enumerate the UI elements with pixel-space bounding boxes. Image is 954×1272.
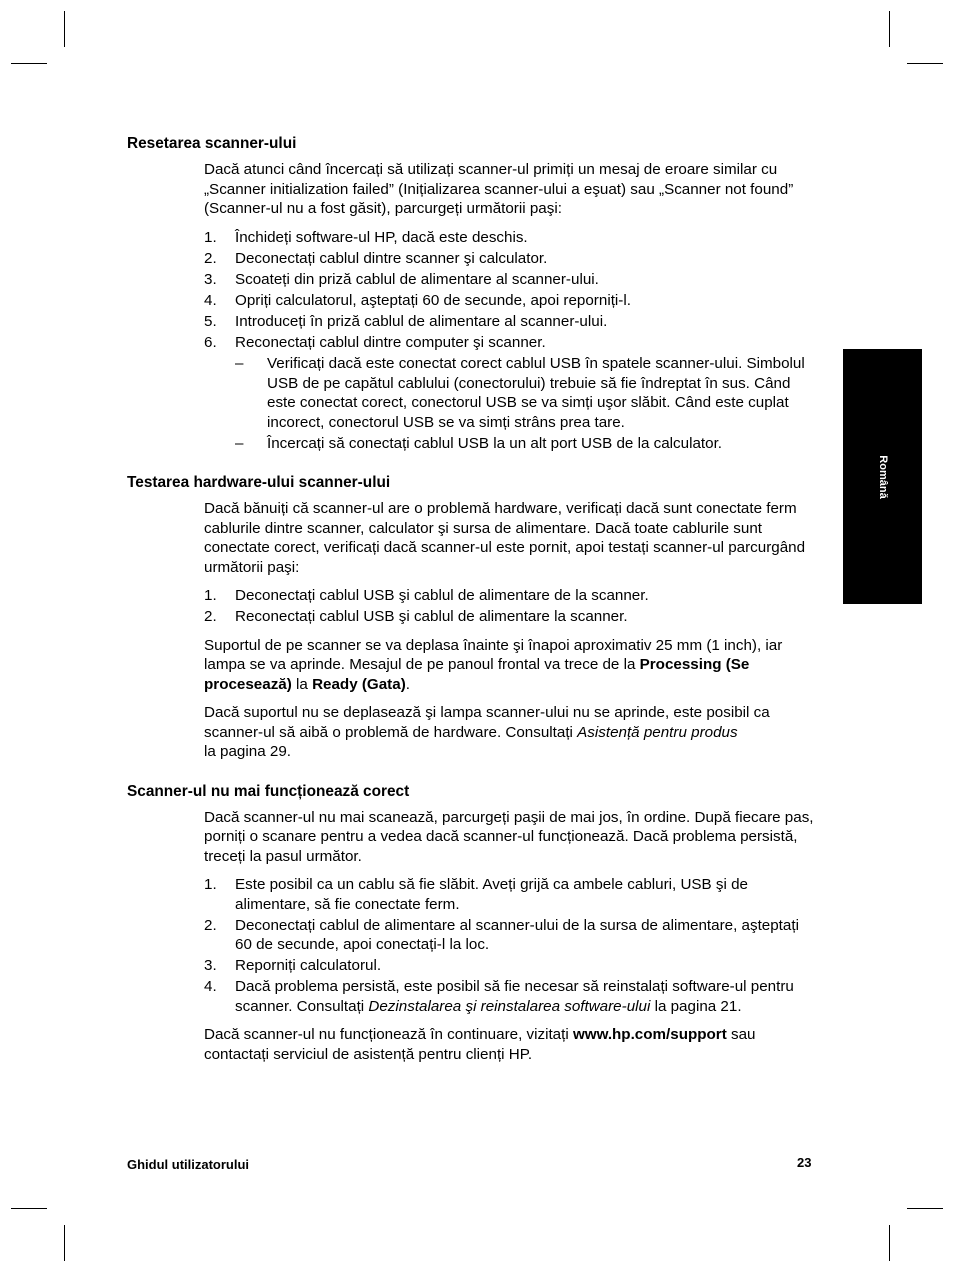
language-tab bbox=[843, 349, 922, 604]
cross-reference: Asistență pentru produs bbox=[577, 723, 738, 741]
paragraph: Dacă bănuiți că scanner-ul are o problemă hardware, verificați dacă sunt conectate ferm cablurile dintre scanner, calculator şi sursa de alimentare. Dacă toate cablurile sunt conectate corect, verificați dacă scanner-ul este pornit, apoi testați scanner-ul parcurgând următorii paşi: bbox=[204, 500, 806, 576]
list-item: 2. Reconectați cablul USB şi cablul de alimentare la scanner. bbox=[204, 608, 628, 625]
list-item: 4. Dacă problema persistă, este posibil să fie necesar să reinstalați software-ul pentru scanner. Consultați Dezinstalarea şi reinstalarea software-ului la pagina 21. bbox=[204, 978, 794, 1015]
list-item: 1. Este posibil ca un cablu să fie slăbit. Aveți grijă ca ambele cabluri, USB şi de alimentare, să fie conectate ferm. bbox=[204, 876, 748, 913]
section-scanner-not-working bbox=[127, 782, 827, 1065]
section-test-hardware bbox=[127, 473, 827, 762]
page-number: 23 bbox=[797, 1155, 812, 1170]
language-tab-label: Română bbox=[876, 454, 889, 499]
list-item: 3. Reporniți calculatorul. bbox=[204, 957, 382, 974]
cross-reference: Dezinstalarea şi reinstalarea software-ului bbox=[368, 997, 651, 1015]
crop-mark bbox=[64, 11, 65, 47]
crop-mark bbox=[889, 1225, 890, 1261]
list-item: – Verificați dacă este conectat corect cablul USB în spatele scanner-ului. Simbolul USB de pe capătul cablului (conectorului) trebuie să fie îndreptat în sus. Când este conectat corect, conectorul USB se va simți uşor slăbit. Când este cuplat incorect, conectorul USB se va simți strâns prea tare. bbox=[235, 355, 805, 431]
crop-mark bbox=[64, 1225, 65, 1261]
steps-list bbox=[127, 875, 827, 1016]
footer-title: Ghidul utilizatorului bbox=[127, 1157, 250, 1172]
paragraph: Dacă suportul nu se deplasează şi lampa scanner-ului nu se aprinde, este posibil ca scanner-ul să aibă o problemă de hardware. Consultați Asistență pentru produs la pagina 29. bbox=[204, 704, 770, 760]
paragraph: Dacă scanner-ul nu funcționează în continuare, vizitați www.hp.com/support sau contactați serviciul de asistență pentru clienți HP. bbox=[204, 1026, 756, 1063]
crop-mark bbox=[11, 1208, 47, 1209]
list-item: – Încercați să conectați cablul USB la un alt port USB de la calculator. bbox=[235, 434, 723, 452]
paragraph: Suportul de pe scanner se va deplasa înainte şi înapoi aproximativ 25 mm (1 inch), iar lampa se va aprinde. Mesajul de pe panoul frontal va trece de la Processing (Se procesează) la Ready (Gata). bbox=[204, 636, 783, 693]
support-url: www.hp.com/support bbox=[572, 1026, 727, 1043]
substeps-list bbox=[235, 354, 815, 453]
paragraph: Dacă atunci când încercați să utilizați scanner-ul primiți un mesaj de eroare similar cu „Scanner initialization failed” (Inițializarea scanner-ului a eşuat) sau „Scanner not found” (Scanner-ul nu a fost găsit), parcurgeți următorii paşi: bbox=[204, 161, 794, 217]
list-item: 1. Închideți software-ul HP, dacă este deschis. bbox=[204, 228, 528, 246]
page-content bbox=[127, 134, 827, 1084]
paragraph: Dacă scanner-ul nu mai scanează, parcurgeți paşii de mai jos, în ordine. După fiecare pas, porniți o scanare pentru a vedea dacă scanner-ul funcționează. Dacă problema persistă, treceți la pasul următor. bbox=[204, 808, 814, 865]
crop-mark bbox=[907, 1208, 943, 1209]
list-item: 4. Opriți calculatorul, aşteptați 60 de secunde, apoi reporniți-l. bbox=[204, 291, 631, 309]
section-heading: Testarea hardware-ului scanner-ului bbox=[127, 474, 391, 491]
list-item: 1. Deconectați cablul USB şi cablul de alimentare de la scanner. bbox=[204, 587, 649, 604]
list-item: 6. Reconectați cablul dintre computer şi scanner. – Verificați dacă este conectat corect cablul USB în spatele scanner-ului. Simbolul USB de pe capătul cablului (conectorului) trebuie să fie îndreptat în sus. Când este conectat corect, conectorul USB se va simți uşor slăbit. Când este cuplat incorect, conectorul USB se va simți strâns prea tare. – Încercați să conectați cablul USB la un alt port USB de la calculator. bbox=[204, 333, 815, 454]
section-reset-scanner bbox=[127, 134, 827, 453]
steps-list bbox=[127, 586, 827, 627]
crop-mark bbox=[907, 63, 943, 64]
steps-list bbox=[127, 228, 827, 454]
list-item: 2. Deconectați cablul dintre scanner şi calculator. bbox=[204, 249, 548, 267]
list-item: 2. Deconectați cablul de alimentare al scanner-ului de la sursa de alimentare, aşteptați 60 de secunde, apoi conectați-l la loc. bbox=[204, 916, 799, 953]
crop-mark bbox=[889, 11, 890, 47]
section-heading: Scanner-ul nu mai funcționează corect bbox=[127, 782, 410, 800]
list-item: 3. Scoateți din priză cablul de alimentare al scanner-ului. bbox=[204, 270, 599, 288]
list-item: 5. Introduceți în priză cablul de alimentare al scanner-ului. bbox=[204, 312, 608, 330]
crop-mark bbox=[11, 63, 47, 64]
section-heading: Resetarea scanner-ului bbox=[127, 135, 297, 152]
